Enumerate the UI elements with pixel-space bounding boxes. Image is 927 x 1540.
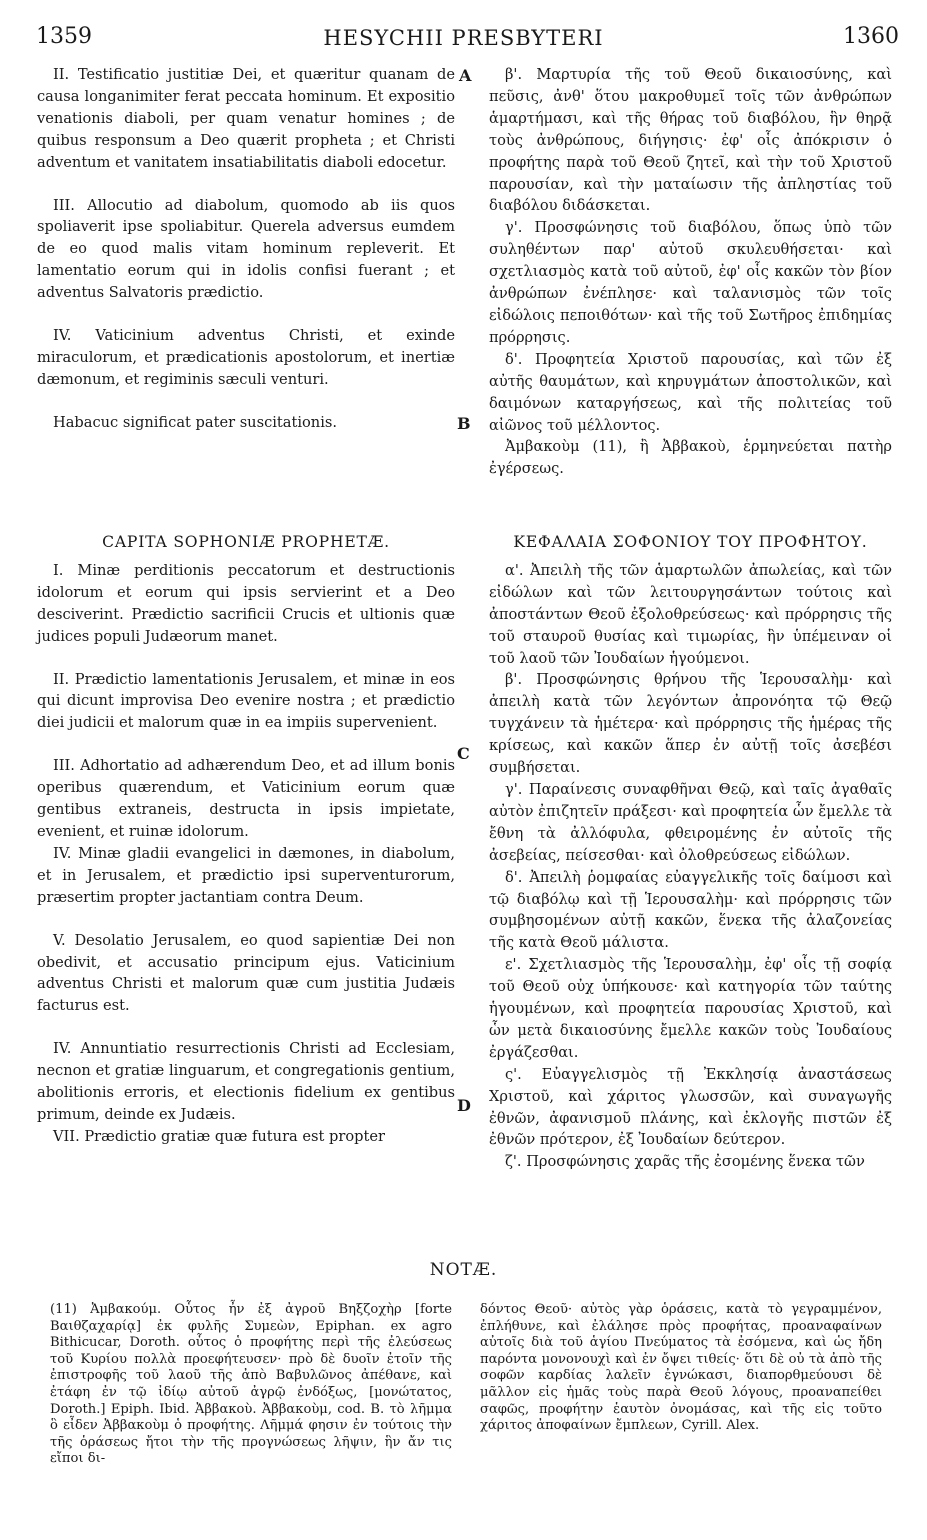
margin-marker-b: B <box>457 414 471 433</box>
running-title: HESYCHII PRESBYTERI <box>323 26 604 50</box>
greek-paragraph: ε'. Σχετλιασμὸς τῆς Ἱερουσαλὴμ, ἐφ' οἷς τῇ σοφίᾳ τοῦ Θεοῦ οὐχ ὑπήκουσε· καὶ κατηγορία τῶν ταύτης ἡγουμένων, καὶ προφητεία παρουσίας Χριστοῦ, καὶ ὧν μετὰ δικαιοσύνης ἔμελλε κακῶν τοὺς Ἰουδαίους ἐργάζεσθαι. <box>489 956 892 1061</box>
greek-paragraph: Ἀμβακοὺμ (11), ἢ Ἀββακοὺ, ἑρμηνεύεται πατὴρ ἐγέρσεως. <box>489 438 892 478</box>
greek-paragraph: γ'. Παραίνεσις συναφθῆναι Θεῷ, καὶ ταῖς ἀγαθαῖς αὐτὸν ἐπιζητεῖν πράξεσι· καὶ προφητεία ὧν ἔμελλε τὰ ἔθνη τὰ ἀλλόφυλα, φθειρομένης ἐν αὐτοῖς τῆς ἀσεβείας, πείσεσθαι· καὶ ὀλοθρεύσεως εἰδώλων. <box>489 780 892 864</box>
notes-column-left <box>50 1302 452 1468</box>
margin-marker-c: C <box>457 744 470 763</box>
latin-paragraph: III. Adhortatio ad adhærendum Deo, et ad illum bonis operibus quærendum, et Vaticinium eorum quæ gentibus extraneis, destructa in ipsis impietate, evenient, et ruinæ idolorum. <box>37 757 455 840</box>
latin-paragraph: IV. Vaticinium adventus Christi, et exinde miraculorum, et prædicationis apostolorum, et inertiæ dæmonum, et regiminis sæculi venturi. <box>37 327 455 388</box>
notes-column-right <box>480 1302 882 1435</box>
greek-paragraph: γ'. Προσφώνησις τοῦ διαβόλου, ὅπως ὑπὸ τῶν συληθέντων παρ' αὐτοῦ σκυλευθήσεται· καὶ σχετλιασμὸς κατὰ τοῦ αὐτοῦ, ἐφ' οἷς κακῶν τὸν βίον ἀνθρώπων ἐνέπλησε· καὶ ταλανισμὸς τῶν τοῖς εἰδώλοις πεποιθότων· καὶ τῆς τοῦ Σωτῆρος ἐπιδημίας πρόρρησις. <box>489 219 892 346</box>
latin-section-heading: CAPITA SOPHONIÆ PROPHETÆ. <box>102 533 390 551</box>
page-number-right: 1360 <box>843 24 899 49</box>
latin-paragraph: IV. Minæ gladii evangelici in dæmones, in diabolum, et in Jerusalem, et prædictio ipsi superventurorum, præsertim propter jactantiam contra Deum. <box>37 844 455 906</box>
page-number-left: 1359 <box>36 24 92 49</box>
greek-paragraph: β'. Μαρτυρία τῆς τοῦ Θεοῦ δικαιοσύνης, καὶ πεῦσις, ἀνθ' ὅτου μακροθυμεῖ τοῖς τῶν ἀνθρώπων ἁμαρτήμασι, καὶ τῆς θήρας τοῦ διαβόλου, ἣν θηρᾷ τοὺς ἀνθρώπους, διήγησις· ἐφ' οἷς ἀπόκρισιν ὁ προφήτης παρὰ τοῦ Θεοῦ ζητεῖ, καὶ τὴν τοῦ Χριστοῦ παρουσίαν, καὶ τὴν ματαίωσιν τῆς ἀπληστίας τοῦ διαβόλου διδάσκεται. <box>489 66 892 215</box>
greek-paragraph: δ'. Ἀπειλὴ ῥομφαίας εὐαγγελικῆς τοῖς δαίμοσι καὶ τῷ διαβόλῳ καὶ τῇ Ἱερουσαλὴμ· καὶ πρόρρησις τῶν συμβησομένων αὐτῇ κακῶν, ἕνεκα τῆς ἀλαζονείας τῆς κατὰ Θεοῦ μάλιστα. <box>489 868 892 952</box>
note-text: δόντος Θεοῦ· αὐτὸς γὰρ ὁράσεις, κατὰ τὸ γεγραμμένον, ἐπλήθυνε, καὶ ἐλάλησε πρὸς προφήτας, προαναφαίνων αὐτοῖς διὰ τοῦ ἁγίου Πνεύματος τὰ ἐσόμενα, καὶ ὡς ἤδη παρόντα μονονουχὶ καὶ ἐν ὄψει τιθείς· ὅτι δὲ οὐ τὰ ἀπὸ τῆς σοφῶν καρδίας λαλεῖν ἐγνώκασι, διαπορθμεύουσι δὲ μᾶλλον εἰς ἡμᾶς τοὺς παρὰ Θεοῦ λόγους, προαναπείθει σαφῶς, προφήτην ἑαυτὸν ὀνομάσας, καὶ τῆς εἰς τοῦτο χάριτος ἀποφαίνων ἔμπλεων, Cyrill. Alex. <box>480 1302 882 1434</box>
greek-habacuc-section <box>489 64 892 480</box>
margin-marker-d: D <box>457 1096 471 1115</box>
latin-paragraph: I. Minæ perditionis peccatorum et destructionis idolorum et eorum qui ipsis servierint et a Deo desciverint. Prædictio sacrificii Crucis et ultionis quæ judices populi Judæorum manet. <box>37 561 455 645</box>
latin-paragraph: III. Allocutio ad diabolum, quomodo ab iis quos spoliaverit ipse spoliabitur. Querela adversus eumdem de eo quod malis vitam hominum repleverit. Et lamentatio eorum qui in idolis confisi fuerant ; et adventus Salvatoris prædictio. <box>37 196 455 302</box>
greek-sophonias-section <box>489 532 892 1173</box>
latin-paragraph: II. Prædictio lamentationis Jerusalem, et minæ in eos qui dicunt improvisa Deo evenire nostra ; et prædictio diei judicii et malorum quæ in ea impiis supervenient. <box>37 670 455 732</box>
greek-paragraph: ς'. Εὐαγγελισμὸς τῇ Ἐκκλησίᾳ ἀναστάσεως Χριστοῦ, καὶ χάριτος γλωσσῶν, καὶ συναγωγῆς ἐθνῶν, ἀφανισμοῦ πλάνης, καὶ ἐκλογῆς πιστῶν ἐξ ἐθνῶν πρότερον, ἐξ Ἰουδαίων δεύτερον. <box>489 1065 892 1149</box>
margin-marker-a: A <box>459 66 472 85</box>
latin-paragraph: II. Testificatio justitiæ Dei, et quæritur quanam de causa longanimiter ferat peccata hominum. Et expositio venationis diaboli, per quam venatur homines ; de quibus responsum a Deo quærit propheta ; et Christi adventum et vanitatem insatiabilitatis diaboli edocetur. <box>37 66 455 171</box>
latin-sophonias-section <box>37 532 455 1148</box>
greek-paragraph: δ'. Προφητεία Χριστοῦ παρουσίας, καὶ τῶν ἐξ αὐτῆς θαυμάτων, καὶ κηρυγμάτων ἀποστολικῶν, καὶ δαιμόνων καταργήσεως, καὶ τῆς πολιτείας τοῦ αἰῶνος τοῦ μέλλοντος. <box>489 350 892 434</box>
note-text: (11) Ἀμβακούμ. Οὗτος ἦν ἐξ ἀγροῦ Βηξζοχὴρ [forte Βαιθζαχαρίᾳ] ἐκ φυλῆς Συμεὼν, Epiphan. ex agro Bithicucar, Doroth. οὗτος ὁ προφήτης περὶ τῆς ἐλεύσεως τοῦ Κυρίου πολλὰ προεφήτευσεν· πρὸ δὲ δυοῖν ἐτοῖν τῆς ἐπιστροφῆς τοῦ λαοῦ τῆς ἀπὸ Βαβυλῶνος ἀπέθανε, καὶ ἐτάφη ἐν τῷ ἰδίῳ αὐτοῦ ἀγρῷ ἐνδόξως, [μονώτατος, Doroth.] Epiph. Ibid. Ἀββακοὺ. Ἀββακοὺμ, cod. B. τὸ λῆμμα ὃ εἶδεν Ἀββακοὺμ ὁ προφήτης. Λῆμμά φησιν ἐν τούτοις τὴν τῆς ὁράσεως ἤτοι τὴν τῆς προγνώσεως λῆψιν, ἣν ἄν τις εἴποι δι- <box>50 1302 452 1467</box>
greek-section-heading: ΚΕΦΑΛΑΙΑ ΣΟΦΟΝΙΟΥ ΤΟΥ ΠΡΟΦΗΤΟΥ. <box>513 533 868 551</box>
notes-heading: NOTÆ. <box>429 1260 498 1280</box>
greek-paragraph: α'. Ἀπειλὴ τῆς τῶν ἁμαρτωλῶν ἀπωλείας, καὶ τῶν εἰδώλων καὶ τῶν λειτουργησάντων τούτοις καὶ ἀποστάντων Θεοῦ ἐξολοθρεύσεως· καὶ πρόρρησις τῆς τοῦ σταυροῦ θυσίας καὶ τιμωρίας, ἣν ὑπέμειναν οἱ τοῦ λαοῦ τῶν Ἰουδαίων ἡγούμενοι. <box>489 561 892 667</box>
latin-paragraph: Habacuc significat pater suscitationis. <box>53 413 337 431</box>
latin-paragraph: VII. Prædictio gratiæ quæ futura est propter <box>53 1127 385 1145</box>
greek-paragraph: β'. Προσφώνησις θρήνου τῆς Ἱερουσαλὴμ· καὶ ἀπειλὴ κατὰ τῶν λεγόντων ἀπρονόητα τῷ Θεῷ τυγχάνειν τὰ ἡμέτερα· καὶ πρόρρησις τῆς ἡμέρας τῆς κρίσεως, καὶ κακῶν ἅπερ ἐν αὐτῇ τοῖς ἀσεβέσι συμβήσεται. <box>489 671 892 777</box>
latin-paragraph: IV. Annuntiatio resurrectionis Christi ad Ecclesiam, necnon et gratiæ linguarum, et congregationis gentium, abolitionis erroris, et electionis fidelium ex gentibus primum, deinde ex Judæis. <box>37 1040 455 1123</box>
latin-paragraph: V. Desolatio Jerusalem, eo quod sapientiæ Dei non obedivit, et accusatio principum ejus. Vaticinium adventus Christi et malorum quæ cum justitia Judæis facturus est. <box>37 931 455 1015</box>
greek-paragraph: ζ'. Προσφώνησις χαρᾶς τῆς ἐσομένης ἕνεκα τῶν <box>505 1153 865 1171</box>
latin-habacuc-section <box>37 64 455 434</box>
